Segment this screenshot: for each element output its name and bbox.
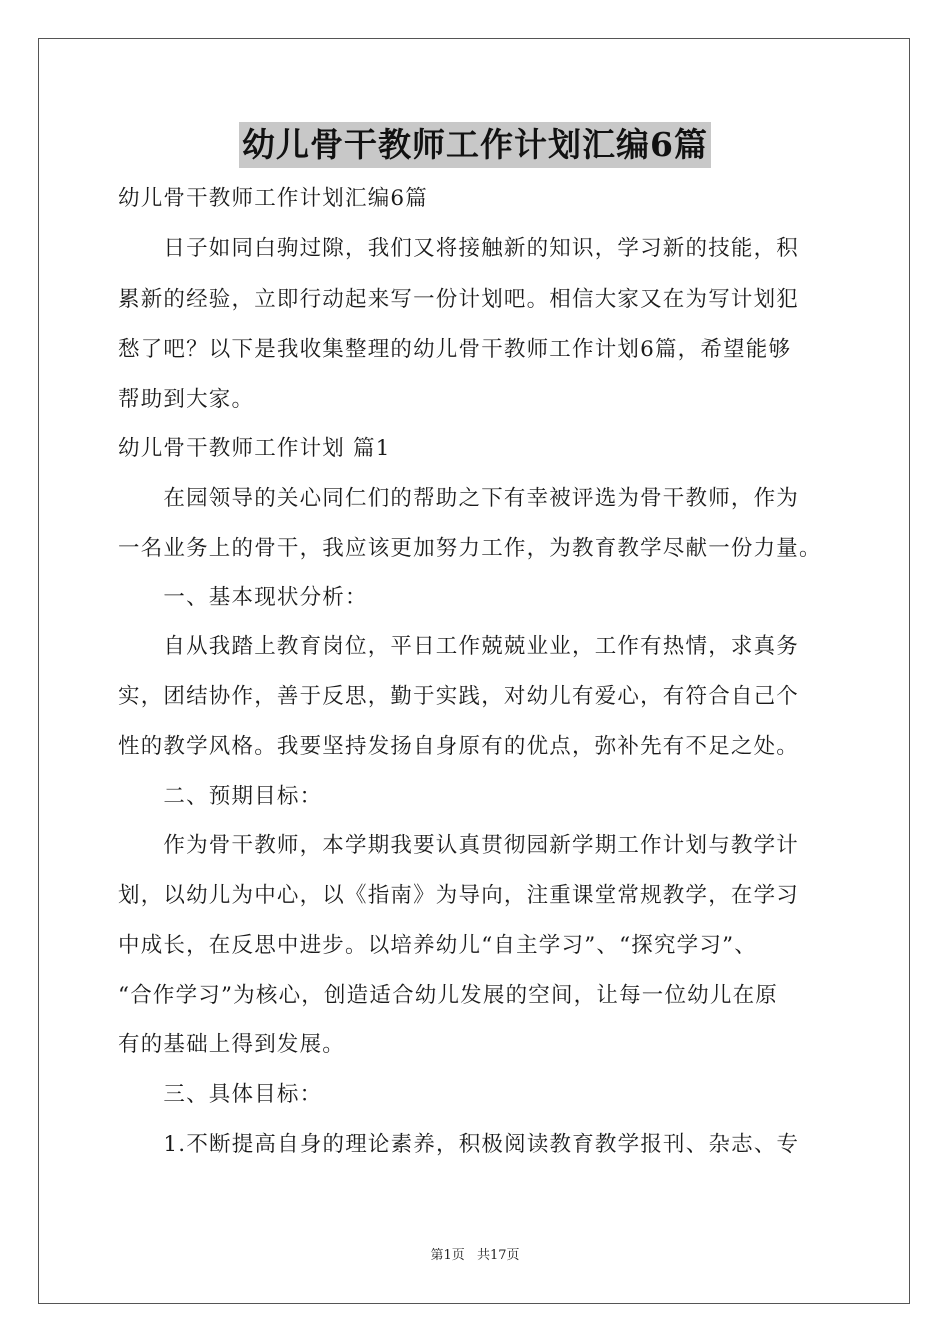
subheading-line: 三、具体目标： [118, 1082, 323, 1107]
page-border [38, 38, 910, 1304]
body-line: 实，团结协作，善于反思，勤于实践，对幼儿有爱心，有符合自己个 [118, 684, 800, 709]
body-line: 有的基础上得到发展。 [118, 1032, 346, 1057]
page-number: 第1页 [430, 1248, 465, 1263]
body-line: 在园领导的关心同仁们的帮助之下有幸被评选为骨干教师，作为 [118, 486, 800, 511]
section-heading: 幼儿骨干教师工作计划 篇1 [118, 436, 391, 461]
body-line: 1.不断提高自身的理论素养，积极阅读教育教学报刊、杂志、专 [118, 1132, 800, 1157]
subheading-line: 一、基本现状分析： [118, 585, 368, 610]
subheading-line: 二、预期目标： [118, 784, 323, 809]
body-line: 日子如同白驹过隙，我们又将接触新的知识，学习新的技能，积 [118, 236, 800, 261]
body-line: 性的教学风格。我要坚持发扬自身原有的优点，弥补先有不足之处。 [118, 734, 800, 759]
body-line: 自从我踏上教育岗位，平日工作兢兢业业，工作有热情，求真务 [118, 634, 800, 659]
page-total: 共17页 [476, 1248, 520, 1263]
body-line: 中成长，在反思中进步。以培养幼儿“自主学习”、“探究学习”、 [118, 933, 757, 958]
body-line: 累新的经验，立即行动起来写一份计划吧。相信大家又在为写计划犯 [118, 287, 800, 312]
title-area [0, 122, 950, 168]
body-line: 一名业务上的骨干，我应该更加努力工作，为教育教学尽献一份力量。 [118, 536, 822, 561]
body-line: 帮助到大家。 [118, 387, 255, 412]
body-line: 愁了吧？以下是我收集整理的幼儿骨干教师工作计划6篇，希望能够 [118, 337, 792, 362]
body-line: “合作学习”为核心，创造适合幼儿发展的空间，让每一位幼儿在原 [118, 983, 778, 1008]
body-line: 划，以幼儿为中心，以《指南》为导向，注重课堂常规教学，在学习 [118, 883, 800, 908]
subtitle-line: 幼儿骨干教师工作计划汇编6篇 [118, 186, 428, 211]
document-title: 幼儿骨干教师工作计划汇编6篇 [239, 122, 711, 168]
body-line: 作为骨干教师，本学期我要认真贯彻园新学期工作计划与教学计 [118, 833, 800, 858]
page-footer [0, 1247, 950, 1265]
